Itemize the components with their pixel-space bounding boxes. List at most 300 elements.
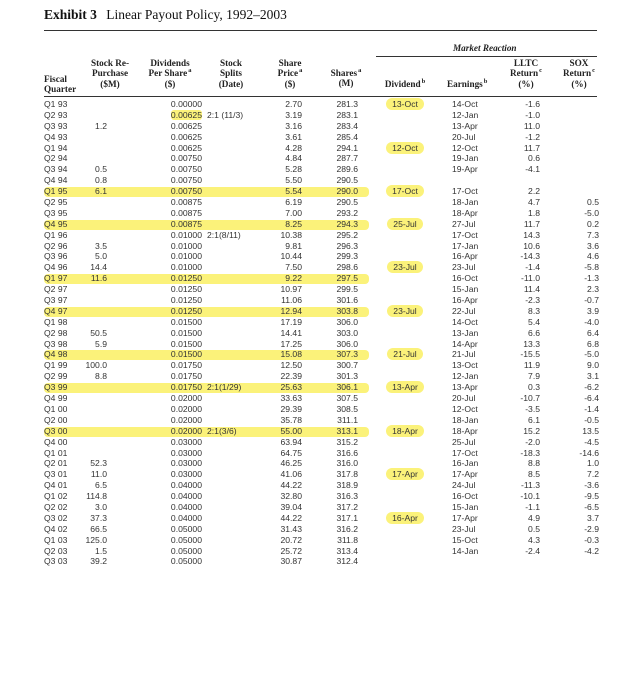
quarter-cell: Q1 95 xyxy=(44,186,68,197)
lltc-return-cell: 14.3 xyxy=(523,229,540,240)
share-price-cell: 20.72 xyxy=(280,534,302,545)
exhibit-title xyxy=(44,7,287,23)
earnings-date-cell: 21-Jul xyxy=(452,349,476,360)
table-row xyxy=(0,186,635,197)
dividend-per-share-cell: 0.00625 xyxy=(170,142,202,153)
shares-cell: 294.1 xyxy=(336,142,358,153)
lltc-return-cell: -1.1 xyxy=(525,501,540,512)
quarter-cell: Q3 93 xyxy=(44,120,68,131)
shares-cell: 303.0 xyxy=(336,327,358,338)
stock-split-cell: 2:1(1/29) xyxy=(207,382,242,393)
sox-return-cell: -6.2 xyxy=(584,382,599,393)
quarter-cell: Q2 02 xyxy=(44,501,68,512)
shares-cell: 312.4 xyxy=(336,556,358,567)
table-row xyxy=(0,480,635,491)
sox-return-cell: 3.1 xyxy=(587,371,599,382)
exhibit-caption: Linear Payout Policy, 1992–2003 xyxy=(106,7,287,22)
header-share-price: Share Price$^a$ ($) xyxy=(277,58,303,89)
dividend-date-cell xyxy=(376,535,434,546)
table-row xyxy=(0,153,635,164)
share-price-cell: 4.84 xyxy=(285,153,302,164)
dividend-per-share-cell: 0.04000 xyxy=(170,480,202,491)
share-price-cell: 3.19 xyxy=(285,109,302,120)
table-row xyxy=(0,132,635,143)
share-price-cell: 8.25 xyxy=(285,218,302,229)
earnings-date-cell: 16-Oct xyxy=(452,491,478,502)
sox-return-cell: -5.0 xyxy=(584,349,599,360)
table-row xyxy=(0,241,635,252)
share-price-cell: 10.44 xyxy=(280,251,302,262)
table-row xyxy=(0,469,635,480)
lltc-return-cell: 4.3 xyxy=(528,534,540,545)
lltc-return-cell: 11.7 xyxy=(523,218,540,229)
stock-repurchase-cell: 37.3 xyxy=(90,512,107,523)
sox-return-cell: 3.6 xyxy=(587,240,599,251)
table-row xyxy=(0,262,635,273)
share-price-cell: 3.16 xyxy=(285,120,302,131)
dividend-per-share-cell: 0.04000 xyxy=(170,512,202,523)
stock-repurchase-cell: 1.2 xyxy=(95,120,107,131)
dividend-per-share-cell: 0.01250 xyxy=(170,273,202,284)
share-price-cell: 11.06 xyxy=(281,295,302,306)
dividend-per-share-cell: 0.00875 xyxy=(170,218,202,229)
lltc-return-cell: 7.9 xyxy=(528,371,540,382)
table-row xyxy=(0,197,635,208)
dividend-per-share-cell: 0.01000 xyxy=(170,229,202,240)
sox-return-cell: 0.5 xyxy=(587,197,599,208)
sox-return-cell: -5.0 xyxy=(584,207,599,218)
earnings-date-cell: 24-Jul xyxy=(452,480,476,491)
table-row xyxy=(0,404,635,415)
table-row xyxy=(0,360,635,371)
earnings-date-cell: 13-Oct xyxy=(452,360,478,371)
dividend-per-share-cell: 0.01500 xyxy=(170,338,202,349)
quarter-cell: Q2 93 xyxy=(44,109,68,120)
table-row xyxy=(0,371,635,382)
lltc-return-cell: -1.6 xyxy=(525,99,540,109)
lltc-return-cell: 11.0 xyxy=(523,120,540,131)
table-row xyxy=(0,328,635,339)
table-row xyxy=(0,382,635,393)
table-row xyxy=(0,524,635,535)
table-row xyxy=(0,513,635,524)
shares-cell: 299.5 xyxy=(336,284,358,295)
lltc-return-cell: -18.3 xyxy=(520,447,540,458)
earnings-date-cell: 19-Apr xyxy=(452,164,478,175)
sox-return-cell: -1.4 xyxy=(584,403,599,414)
dividend-per-share-cell: 0.01000 xyxy=(170,251,202,262)
header-stock-repurchase: Stock Re- Purchase ($M) xyxy=(90,58,130,89)
table-row xyxy=(0,121,635,132)
share-price-cell: 14.41 xyxy=(280,327,302,338)
quarter-cell: Q2 95 xyxy=(44,197,68,208)
earnings-date-cell: 14-Oct xyxy=(452,316,478,327)
stock-repurchase-cell: 6.1 xyxy=(95,186,107,197)
share-price-cell: 2.70 xyxy=(285,99,302,109)
shares-cell: 316.2 xyxy=(336,523,358,534)
dividend-per-share-cell: 0.01250 xyxy=(170,305,202,316)
quarter-cell: Q3 95 xyxy=(44,207,68,218)
stock-repurchase-cell: 66.5 xyxy=(90,523,107,534)
sox-return-cell: 2.3 xyxy=(587,284,599,295)
dividend-date-cell: 18-Apr xyxy=(376,426,434,437)
stock-repurchase-cell: 100.0 xyxy=(85,360,107,371)
sox-return-cell: -0.5 xyxy=(584,414,599,425)
share-price-cell: 17.25 xyxy=(280,338,302,349)
dividend-date-cell: 13-Oct xyxy=(376,99,434,110)
lltc-return-cell: 4.7 xyxy=(528,197,540,208)
share-price-cell: 15.08 xyxy=(280,349,302,360)
shares-cell: 290.5 xyxy=(336,197,358,208)
quarter-cell: Q4 98 xyxy=(44,349,68,360)
quarter-cell: Q4 97 xyxy=(44,305,68,316)
quarter-cell: Q2 03 xyxy=(44,545,68,556)
dividend-per-share-cell: 0.04000 xyxy=(170,501,202,512)
header-rule xyxy=(44,96,597,97)
dividend-date-cell: 23-Jul xyxy=(376,262,434,273)
highlight-band xyxy=(44,187,369,197)
stock-repurchase-cell: 50.5 xyxy=(90,327,107,338)
shares-cell: 303.8 xyxy=(336,305,358,316)
dividend-per-share-cell: 0.03000 xyxy=(170,436,202,447)
shares-cell: 285.4 xyxy=(336,131,358,142)
share-price-cell: 7.50 xyxy=(285,262,302,273)
earnings-date-cell: 17-Oct xyxy=(452,447,478,458)
table-row xyxy=(0,393,635,404)
stock-repurchase-cell: 11.0 xyxy=(90,469,107,480)
top-rule xyxy=(44,30,597,31)
earnings-date-cell: 12-Jan xyxy=(452,109,479,120)
quarter-cell: Q2 94 xyxy=(44,153,68,164)
header-fiscal-quarter: Fiscal Quarter xyxy=(44,74,77,95)
shares-cell: 298.6 xyxy=(336,262,358,273)
table-row xyxy=(0,491,635,502)
table-row xyxy=(0,306,635,317)
shares-cell: 299.3 xyxy=(336,251,358,262)
shares-cell: 306.1 xyxy=(336,382,358,393)
header-dividends-per-share: Dividends Per Share$^a$ ($) xyxy=(148,58,192,89)
dividend-per-share-cell: 0.05000 xyxy=(170,534,202,545)
quarter-cell: Q2 97 xyxy=(44,284,68,295)
shares-cell: 313.4 xyxy=(336,545,358,556)
dividend-per-share-cell: 0.00625 xyxy=(170,109,202,120)
stock-repurchase-cell: 52.3 xyxy=(90,458,107,469)
lltc-return-cell: -10.1 xyxy=(520,491,540,502)
quarter-cell: Q4 02 xyxy=(44,523,68,534)
dividend-per-share-cell: 0.00750 xyxy=(170,175,202,186)
shares-cell: 283.4 xyxy=(336,120,358,131)
earnings-date-cell: 13-Apr xyxy=(452,120,478,131)
sox-return-cell: -4.0 xyxy=(584,316,599,327)
sox-return-cell: -0.7 xyxy=(584,295,599,306)
sox-return-cell: -5.8 xyxy=(584,262,599,273)
dividend-per-share-cell: 0.00750 xyxy=(170,164,202,175)
dividend-date-cell xyxy=(376,437,434,448)
lltc-return-cell: 10.6 xyxy=(523,240,540,251)
stock-repurchase-cell: 6.5 xyxy=(95,480,107,491)
share-price-cell: 64.75 xyxy=(280,447,302,458)
lltc-return-cell: 6.1 xyxy=(528,414,540,425)
share-price-cell: 9.22 xyxy=(285,273,302,284)
lltc-return-cell: 15.2 xyxy=(523,425,540,436)
exhibit-number: Exhibit 3 xyxy=(44,7,97,22)
shares-cell: 317.2 xyxy=(336,501,358,512)
quarter-cell: Q4 00 xyxy=(44,436,68,447)
quarter-cell: Q3 00 xyxy=(44,425,68,436)
stock-repurchase-cell: 1.5 xyxy=(95,545,107,556)
shares-cell: 307.3 xyxy=(336,349,358,360)
lltc-return-cell: 4.9 xyxy=(528,512,540,523)
shares-cell: 283.1 xyxy=(336,109,358,120)
lltc-return-cell: 8.8 xyxy=(528,458,540,469)
quarter-cell: Q2 01 xyxy=(44,458,68,469)
quarter-cell: Q1 03 xyxy=(44,534,68,545)
sox-return-cell: 9.0 xyxy=(587,360,599,371)
sox-return-cell: 6.4 xyxy=(587,327,599,338)
shares-cell: 307.5 xyxy=(336,393,358,404)
quarter-cell: Q1 00 xyxy=(44,403,68,414)
lltc-return-cell: 0.3 xyxy=(528,382,540,393)
earnings-date-cell: 17-Oct xyxy=(452,229,478,240)
quarter-cell: Q4 99 xyxy=(44,393,68,404)
share-price-cell: 39.04 xyxy=(280,501,302,512)
earnings-date-cell: 16-Oct xyxy=(452,273,478,284)
lltc-return-cell: 11.9 xyxy=(523,360,540,371)
shares-cell: 295.2 xyxy=(336,229,358,240)
lltc-return-cell: -2.3 xyxy=(525,295,540,306)
quarter-cell: Q3 01 xyxy=(44,469,68,480)
lltc-return-cell: 13.3 xyxy=(523,338,540,349)
quarter-cell: Q4 94 xyxy=(44,175,68,186)
earnings-date-cell: 18-Jan xyxy=(452,197,479,208)
shares-cell: 287.7 xyxy=(336,153,358,164)
dividend-per-share-cell: 0.01000 xyxy=(170,262,202,273)
dividend-date-cell: 17-Oct xyxy=(376,186,434,197)
stock-repurchase-cell: 125.0 xyxy=(85,534,107,545)
dividend-per-share-cell: 0.03000 xyxy=(170,458,202,469)
share-price-cell: 9.81 xyxy=(285,240,302,251)
dividend-date-cell: 13-Apr xyxy=(376,382,434,393)
data-table-body xyxy=(0,99,635,567)
dividend-per-share-cell: 0.01500 xyxy=(170,327,202,338)
dividend-date-cell xyxy=(376,524,434,535)
shares-cell: 294.3 xyxy=(336,218,358,229)
dividend-date-cell: 21-Jul xyxy=(376,349,434,360)
sox-return-cell: 3.9 xyxy=(587,305,599,316)
earnings-date-cell: 17-Apr xyxy=(452,512,478,523)
share-price-cell: 17.19 xyxy=(280,316,302,327)
dividend-date-cell: 16-Apr xyxy=(376,513,434,524)
lltc-return-cell: -14.3 xyxy=(520,251,540,262)
sox-return-cell: 7.3 xyxy=(587,229,599,240)
share-price-cell: 44.22 xyxy=(280,512,302,523)
shares-cell: 301.6 xyxy=(336,295,358,306)
table-row xyxy=(0,556,635,567)
dividend-per-share-cell: 0.01750 xyxy=(170,371,202,382)
share-price-cell: 35.78 xyxy=(280,414,302,425)
shares-cell: 306.0 xyxy=(336,316,358,327)
earnings-date-cell: 22-Jul xyxy=(452,305,476,316)
dividend-per-share-cell: 0.00625 xyxy=(170,131,202,142)
earnings-date-cell: 17-Oct xyxy=(452,186,478,197)
earnings-date-cell: 17-Jan xyxy=(452,240,479,251)
sox-return-cell: -2.9 xyxy=(584,523,599,534)
table-row xyxy=(0,295,635,306)
earnings-date-cell: 15-Jan xyxy=(452,284,479,295)
share-price-cell: 33.63 xyxy=(280,393,302,404)
quarter-cell: Q3 99 xyxy=(44,382,68,393)
earnings-date-cell: 20-Jul xyxy=(452,131,476,142)
dividend-per-share-cell: 0.01250 xyxy=(170,284,202,295)
lltc-return-cell: 11.4 xyxy=(523,284,540,295)
lltc-return-cell: 6.6 xyxy=(528,327,540,338)
dividend-per-share-cell: 0.04000 xyxy=(170,491,202,502)
shares-cell: 311.8 xyxy=(337,534,358,545)
header-shares: Shares$^a$ (M) xyxy=(330,67,362,89)
sox-return-cell: 4.6 xyxy=(587,251,599,262)
earnings-date-cell: 25-Jul xyxy=(452,436,476,447)
table-row xyxy=(0,317,635,328)
quarter-cell: Q1 98 xyxy=(44,316,68,327)
lltc-return-cell: 0.6 xyxy=(528,153,540,164)
share-price-cell: 55.00 xyxy=(280,425,302,436)
earnings-date-cell: 18-Apr xyxy=(452,425,478,436)
shares-cell: 317.8 xyxy=(336,469,358,480)
earnings-date-cell: 14-Oct xyxy=(452,99,478,109)
shares-cell: 301.3 xyxy=(336,371,358,382)
stock-repurchase-cell: 8.8 xyxy=(95,371,107,382)
stock-repurchase-cell: 0.8 xyxy=(95,175,107,186)
dividend-per-share-cell: 0.01750 xyxy=(170,382,202,393)
share-price-cell: 7.00 xyxy=(285,207,302,218)
dividend-per-share-cell: 0.01250 xyxy=(170,295,202,306)
lltc-return-cell: -1.2 xyxy=(525,131,540,142)
shares-cell: 316.0 xyxy=(336,458,358,469)
quarter-cell: Q1 96 xyxy=(44,229,68,240)
dividend-per-share-cell: 0.00750 xyxy=(170,153,202,164)
dividend-per-share-cell: 0.03000 xyxy=(170,469,202,480)
earnings-date-cell: 27-Jul xyxy=(452,218,476,229)
table-row xyxy=(0,273,635,284)
lltc-return-cell: -1.4 xyxy=(525,262,540,273)
quarter-cell: Q1 94 xyxy=(44,142,68,153)
dividend-date-cell xyxy=(376,230,434,241)
table-row xyxy=(0,458,635,469)
share-price-cell: 41.06 xyxy=(280,469,302,480)
shares-cell: 290.0 xyxy=(336,186,358,197)
dividend-per-share-cell: 0.00000 xyxy=(170,99,202,109)
earnings-date-cell: 13-Apr xyxy=(452,382,478,393)
sox-return-cell: -14.6 xyxy=(579,447,599,458)
dividend-date-cell: 12-Oct xyxy=(376,143,434,154)
earnings-date-cell: 12-Oct xyxy=(452,142,478,153)
table-row xyxy=(0,437,635,448)
shares-cell: 316.3 xyxy=(336,491,358,502)
stock-repurchase-cell: 114.8 xyxy=(86,491,107,502)
table-row xyxy=(0,546,635,557)
share-price-cell: 22.39 xyxy=(280,371,302,382)
earnings-date-cell: 18-Jan xyxy=(452,414,479,425)
stock-repurchase-cell: 14.4 xyxy=(90,262,107,273)
header-lltc-return: LLTC Return$^c$ (%) xyxy=(510,58,542,89)
dividend-date-cell xyxy=(376,556,434,567)
table-row xyxy=(0,230,635,241)
earnings-date-cell: 23-Jul xyxy=(452,523,476,534)
sox-return-cell: -4.5 xyxy=(584,436,599,447)
dividend-date-cell xyxy=(376,132,434,143)
market-reaction-rule xyxy=(376,56,597,57)
stock-split-cell: 2:1(8/11) xyxy=(207,229,241,240)
market-reaction-header: Market Reaction xyxy=(453,43,517,53)
earnings-date-cell: 20-Jul xyxy=(452,393,476,404)
share-price-cell: 5.50 xyxy=(285,175,302,186)
earnings-date-cell: 15-Jan xyxy=(452,501,479,512)
quarter-cell: Q4 93 xyxy=(44,131,68,142)
stock-repurchase-cell: 11.6 xyxy=(90,273,107,284)
earnings-date-cell: 14-Apr xyxy=(452,338,478,349)
quarter-cell: Q1 01 xyxy=(44,447,68,458)
share-price-cell: 25.63 xyxy=(280,382,302,393)
table-row xyxy=(0,284,635,295)
header-earnings: Earnings$^b$ xyxy=(447,78,488,89)
lltc-return-cell: -4.1 xyxy=(525,164,540,175)
table-row xyxy=(0,110,635,121)
lltc-return-cell: -3.5 xyxy=(525,403,540,414)
share-price-cell: 10.38 xyxy=(280,229,302,240)
sox-return-cell: -4.2 xyxy=(584,545,599,556)
sox-return-cell: -0.3 xyxy=(584,534,599,545)
lltc-return-cell: 5.4 xyxy=(528,316,540,327)
share-price-cell: 32.80 xyxy=(280,491,302,502)
highlight-band xyxy=(44,220,369,230)
sox-return-cell: 0.2 xyxy=(587,218,599,229)
dividend-per-share-cell: 0.00625 xyxy=(170,120,202,131)
dividend-date-cell: 25-Jul xyxy=(376,219,434,230)
sox-return-cell: -3.6 xyxy=(584,480,599,491)
lltc-return-cell: 11.7 xyxy=(523,142,540,153)
earnings-date-cell: 16-Jan xyxy=(452,458,479,469)
table-row xyxy=(0,535,635,546)
header-sox-return: SOX Return$^c$ (%) xyxy=(563,58,595,89)
highlight-band xyxy=(44,350,369,360)
quarter-cell: Q3 97 xyxy=(44,295,68,306)
share-price-cell: 12.50 xyxy=(280,360,302,371)
quarter-cell: Q3 02 xyxy=(44,512,68,523)
dividend-per-share-cell: 0.02000 xyxy=(170,393,202,404)
quarter-cell: Q3 98 xyxy=(44,338,68,349)
stock-split-cell: 2:1(3/6) xyxy=(207,425,237,436)
sox-return-cell: -6.4 xyxy=(584,393,599,404)
shares-cell: 300.7 xyxy=(336,360,358,371)
quarter-cell: Q2 00 xyxy=(44,414,68,425)
lltc-return-cell: -10.7 xyxy=(520,393,540,404)
shares-cell: 318.9 xyxy=(336,480,358,491)
shares-cell: 296.3 xyxy=(336,240,358,251)
sox-return-cell: 7.2 xyxy=(587,469,599,480)
table-row xyxy=(0,502,635,513)
earnings-date-cell: 12-Oct xyxy=(452,403,478,414)
share-price-cell: 5.28 xyxy=(285,164,302,175)
share-price-cell: 12.94 xyxy=(280,305,302,316)
dividend-per-share-cell: 0.01500 xyxy=(170,349,202,360)
earnings-date-cell: 13-Jan xyxy=(452,327,479,338)
stock-split-cell: 2:1 (11/3) xyxy=(207,109,244,120)
table-row xyxy=(0,99,635,110)
dividend-per-share-cell: 0.01000 xyxy=(170,240,202,251)
shares-cell: 316.6 xyxy=(336,447,358,458)
sox-return-cell: -6.5 xyxy=(584,501,599,512)
dividend-per-share-cell: 0.01500 xyxy=(170,316,202,327)
